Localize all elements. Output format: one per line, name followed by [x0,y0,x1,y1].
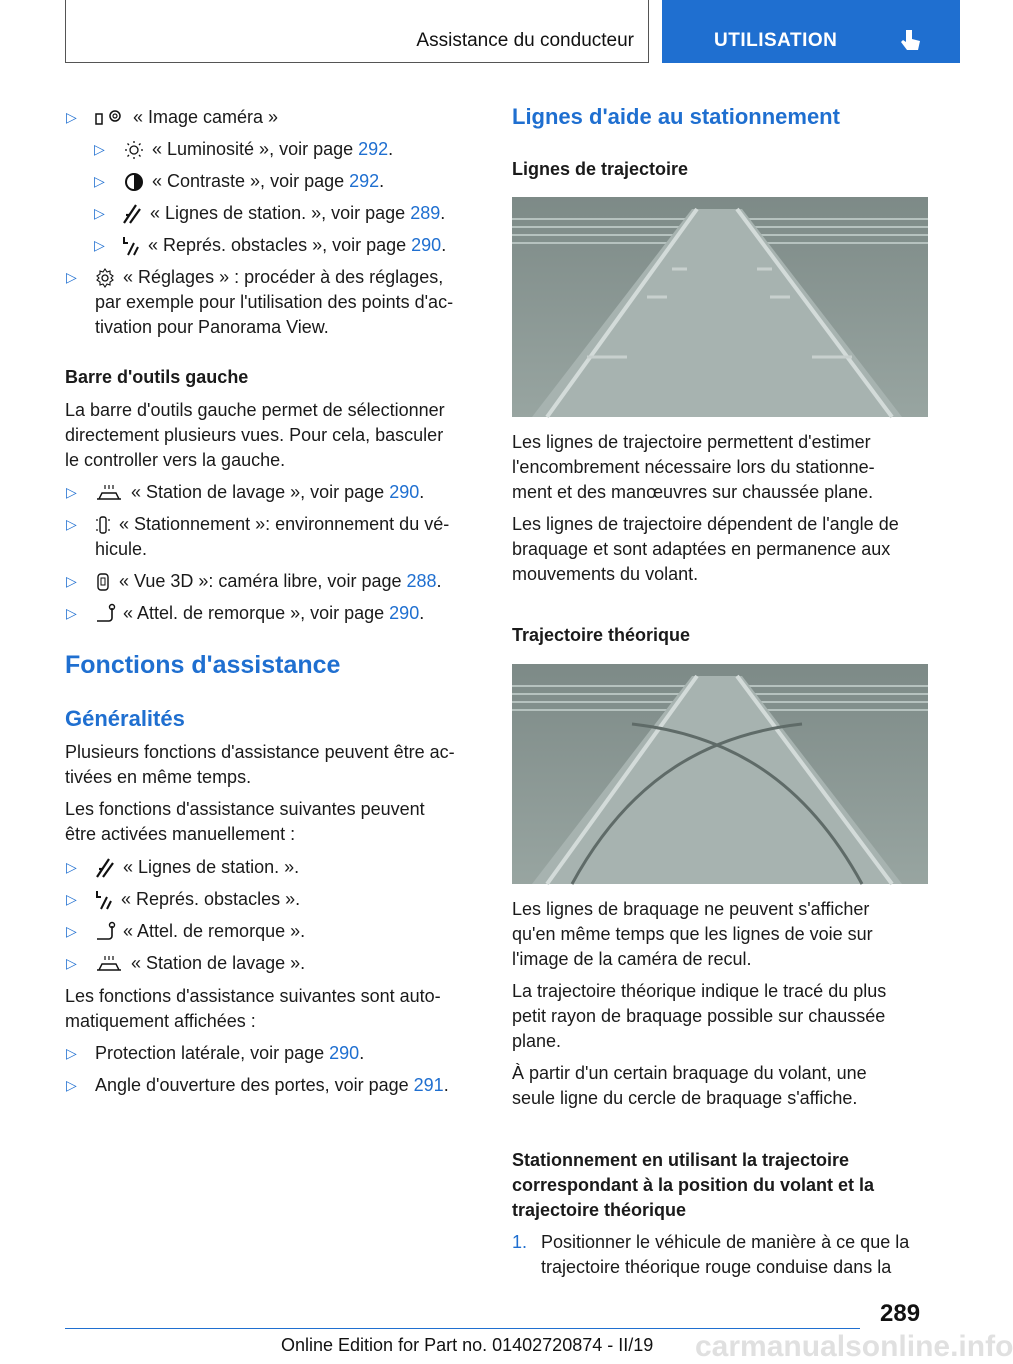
reglages-text-line: tivation pour Panorama View. [95,317,329,337]
bullet-triangle-icon: ▷ [66,605,77,621]
toolbar-left-title: Barre d'outils gauche [65,367,249,387]
page-link[interactable]: 292 [358,139,389,159]
list-item-angle-portes: Angle d'ouverture des portes, voir page 291. [95,1075,449,1095]
page-link[interactable]: 290 [411,235,442,255]
auto-text-line: Les fonctions d'assistance suivantes sont auto- [65,986,441,1006]
trailer-hitch-icon [95,921,115,943]
p3-line: Les lignes de braquage ne peuvent s'afficher [512,899,870,919]
car-wash-icon [95,483,123,503]
p1-line: ment et des manœuvres sur chaussée plane. [512,482,874,502]
list-item-attel-remorque: « Attel. de remorque ». [95,919,305,944]
p2-line: braquage et sont adaptées en permanence aux [512,539,891,559]
car-top-view-icon [95,514,111,536]
watermark: carmanualsonline.info [695,1330,1013,1363]
trailer-hitch-icon [95,603,115,625]
p3-line: qu'en même temps que les lignes de voie sur [512,924,873,944]
bullet-triangle-icon: ▷ [94,173,105,189]
stationnement-cont: hicule. [95,539,148,559]
obstacle-marking-icon [95,889,113,911]
list-item-station-lavage: « Station de lavage », voir page 290. [95,480,424,505]
hand-pointer-icon [898,28,924,54]
p4-line: plane. [512,1031,562,1051]
subheading-stationnement: trajectoire théorique [512,1200,687,1220]
bullet-triangle-icon: ▷ [66,859,77,875]
step-number: 1. [512,1232,528,1252]
list-item-repres-obstacles: « Représ. obstacles ». [95,887,300,912]
brightness-icon [124,140,144,160]
heading-fonctions-assistance: Fonctions d'assistance [65,651,341,679]
bullet-triangle-icon: ▷ [66,516,77,532]
footer-divider [65,1328,860,1329]
page-link[interactable]: 290 [389,482,420,502]
subheading-lignes-trajectoire: Lignes de trajectoire [512,159,689,179]
car-3d-view-icon [95,571,111,593]
bullet-triangle-icon: ▷ [66,1045,77,1061]
list-item-image-camera: « Image caméra » [95,105,278,130]
parking-lines-icon [122,203,142,225]
list-item-repres-obstacles: « Représ. obstacles », voir page 290. [122,233,446,258]
header-chapter-title: UTILISATION [714,30,838,51]
bullet-triangle-icon: ▷ [94,205,105,221]
bullet-triangle-icon: ▷ [94,237,105,253]
bullet-triangle-icon: ▷ [94,141,105,157]
obstacle-marking-icon [122,235,140,257]
footer-edition: Online Edition for Part no. 01402720874 - II/19 [281,1335,654,1355]
page-number: 289 [880,1300,921,1327]
list-item-lignes-station: « Lignes de station. », voir page 289. [122,201,445,226]
subheading-stationnement: Stationnement en utilisant la trajectoire [512,1150,850,1170]
bullet-triangle-icon: ▷ [66,923,77,939]
toolbar-text-line: le controller vers la gauche. [65,450,286,470]
gear-icon [95,268,115,288]
heading-lignes-aide: Lignes d'aide au stationnement [512,104,840,129]
p3-line: l'image de la caméra de recul. [512,949,752,969]
list-item-vue-3d: « Vue 3D »: caméra libre, voir page 288. [95,569,442,594]
list-item-reglages: « Réglages » : procéder à des réglages, [95,265,443,290]
list-item-stationnement: « Stationnement »: environnement du vé- [95,512,449,537]
contrast-icon [124,172,144,192]
list-item-station-lavage: « Station de lavage ». [95,951,305,976]
bullet-triangle-icon: ▷ [66,109,77,125]
step-text-line: Positionner le véhicule de manière à ce que la [541,1232,910,1252]
p1-line: l'encombrement nécessaire lors du stationne- [512,457,875,477]
header-section-title: Assistance du conducteur [416,30,634,51]
subheading-stationnement: correspondant à la position du volant et la [512,1175,875,1195]
subheading-trajectoire-theorique: Trajectoire théorique [512,625,691,645]
bullet-triangle-icon: ▷ [66,573,77,589]
p2-line: mouvements du volant. [512,564,699,584]
toolbar-text-line: La barre d'outils gauche permet de sélectionner [65,400,445,420]
generalites-text-line: être activées manuellement : [65,824,296,844]
car-wash-icon [95,954,123,974]
p5-line: seule ligne du cercle de braquage s'affiche. [512,1088,858,1108]
page-link[interactable]: 290 [389,603,420,623]
list-item-luminosite: « Luminosité », voir page 292. [124,137,393,162]
theoretical-trajectory-image [512,664,928,884]
bullet-triangle-icon: ▷ [66,891,77,907]
generalites-text-line: tivées en même temps. [65,767,252,787]
bullet-triangle-icon: ▷ [66,955,77,971]
trajectory-lines-image [512,197,928,417]
bullet-triangle-icon: ▷ [66,1077,77,1093]
page-link[interactable]: 290 [329,1043,360,1063]
header-chapter-tab [662,0,960,63]
page-link[interactable]: 288 [406,571,437,591]
bullet-triangle-icon: ▷ [66,484,77,500]
bullet-triangle-icon: ▷ [66,269,77,285]
page-link[interactable]: 289 [410,203,441,223]
page-link[interactable]: 292 [349,171,380,191]
page-link[interactable]: 291 [413,1075,444,1095]
toolbar-text-line: directement plusieurs vues. Pour cela, basculer [65,425,444,445]
generalites-text-line: Plusieurs fonctions d'assistance peuvent être ac- [65,742,455,762]
p1-line: Les lignes de trajectoire permettent d'estimer [512,432,871,452]
p4-line: petit rayon de braquage possible sur chaussée [512,1006,886,1026]
header-section-box [65,0,649,63]
p4-line: La trajectoire théorique indique le tracé du plus [512,981,887,1001]
camera-image-icon [95,108,125,128]
step-text-line: trajectoire théorique rouge conduise dans la [541,1257,892,1277]
parking-lines-icon [95,857,115,879]
p5-line: À partir d'un certain braquage du volant, une [512,1063,867,1083]
p2-line: Les lignes de trajectoire dépendent de l'angle de [512,514,899,534]
list-item-attel-remorque: « Attel. de remorque », voir page 290. [95,601,424,626]
auto-text-line: matiquement affichées : [65,1011,256,1031]
list-item-contraste: « Contraste », voir page 292. [124,169,384,194]
generalites-text-line: Les fonctions d'assistance suivantes peuvent [65,799,425,819]
list-item-protection-laterale: Protection latérale, voir page 290. [95,1043,365,1063]
reglages-text-line: par exemple pour l'utilisation des points d'ac- [95,292,454,312]
heading-generalites: Généralités [65,706,185,731]
list-item-lignes-station: « Lignes de station. ». [95,855,299,880]
